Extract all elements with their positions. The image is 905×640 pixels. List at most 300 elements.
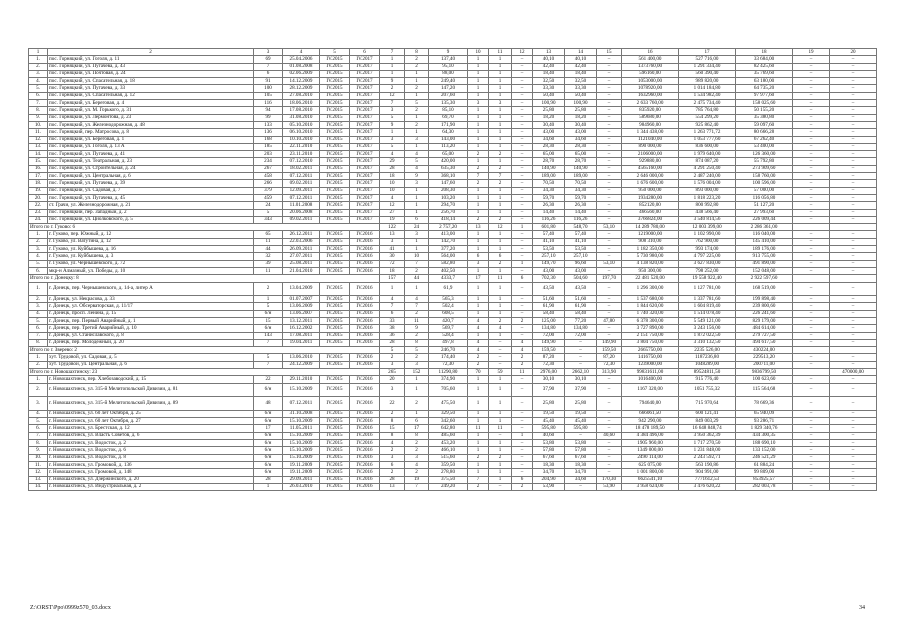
subtotal-cell: 152 (405, 369, 429, 376)
table-cell: 5. (29, 418, 48, 425)
table-cell: 915 776,40 (679, 376, 736, 383)
subtotal-cell: 4 (468, 347, 489, 354)
column-number: 10 (468, 49, 489, 56)
table-cell: – (830, 483, 877, 490)
subtotal-cell: 12 003 399,00 (679, 224, 736, 231)
table-cell: – (830, 303, 877, 310)
table-cell: – (830, 187, 877, 194)
table-cell: – (597, 63, 622, 70)
table-cell: 1 740 320,00 (622, 310, 679, 317)
table-cell: 38 (380, 325, 405, 332)
table-cell: 7 (468, 476, 489, 483)
address-cell: хут. Трудовой, ул. Центральная, д. 6 (48, 361, 254, 368)
table-cell: – (830, 165, 877, 172)
table-cell: 485,60 (429, 432, 468, 439)
table-cell: – (597, 447, 622, 454)
table-cell: IV.2016 (350, 476, 380, 483)
table-cell: IV.2016 (350, 483, 380, 490)
table-cell: 836 600,00 (679, 143, 736, 150)
table-cell: 13 (380, 483, 405, 490)
table-cell: 2 (489, 454, 512, 461)
table-cell: – (793, 114, 830, 121)
table-cell: IV.2015 (320, 216, 350, 223)
table-cell: 666061,50 (622, 410, 679, 417)
table-cell: – (793, 332, 830, 339)
table-cell: – (597, 100, 622, 107)
table-cell: 6625541,10 (622, 476, 679, 483)
table-cell: IV.2015 (320, 158, 350, 165)
table-cell: – (793, 418, 830, 425)
address-cell: г. Донецк, пер. Молодежный, д. 20 (48, 339, 254, 346)
table-cell: – (597, 194, 622, 201)
table-cell: – (597, 376, 622, 383)
table-cell: – (830, 253, 877, 260)
table-cell: 70,50 (533, 180, 565, 187)
table-cell: – (793, 432, 830, 439)
table-cell: 30,10 (533, 376, 565, 383)
table-cell: – (512, 303, 533, 310)
table-cell: 1 (489, 303, 512, 310)
table-cell: 8 (405, 432, 429, 439)
table-cell: 4 (512, 339, 533, 346)
table-cell: 589680,00 (622, 114, 679, 121)
table-cell: 100,90 (533, 100, 565, 107)
table-cell: 69,70 (429, 114, 468, 121)
table-cell: – (512, 129, 533, 136)
table-cell: 2 (489, 260, 512, 267)
table-row (29, 361, 877, 368)
address-cell: пос. Горняцкий, ул. Садовая, д. 7 (48, 187, 254, 194)
table-cell: – (793, 173, 830, 180)
table-cell: 13. (29, 143, 48, 150)
table-cell: – (597, 296, 622, 303)
table-cell: 4 (380, 151, 405, 158)
table-cell: 3 950 362,39 (679, 432, 736, 439)
table-cell: 1 231 848,00 (679, 447, 736, 454)
table-cell: IV.2016 (350, 410, 380, 417)
table-cell: 239 800,60 (736, 303, 793, 310)
table-cell: 497,8 (429, 339, 468, 346)
table-cell: 28 (380, 476, 405, 483)
table-cell: 1 (489, 121, 512, 128)
table-cell: 17 (405, 425, 429, 432)
table-cell: 1 844 620,00 (622, 303, 679, 310)
table-cell: 2 (512, 361, 533, 368)
table-cell: – (512, 296, 533, 303)
address-cell: пос. Горняцкий, ул. Лермонтова, д. 23 (48, 114, 254, 121)
table-cell: 6/н (254, 469, 283, 476)
table-cell: IV.2015 (320, 202, 350, 209)
table-row (29, 78, 877, 85)
table-cell: – (793, 325, 830, 332)
table-cell: – (793, 354, 830, 361)
table-cell: 65 940,09 (736, 410, 793, 417)
table-cell: 1 (489, 63, 512, 70)
table-cell: – (512, 180, 533, 187)
table-cell: 9. (29, 114, 48, 121)
table-cell: – (512, 238, 533, 245)
table-cell: – (793, 100, 830, 107)
table-cell: 1 (489, 209, 512, 216)
table-cell: 18 (380, 173, 405, 180)
subtotal-cell: 22 481 520,00 (622, 275, 679, 282)
table-cell: 6 (254, 70, 283, 77)
table-cell: – (512, 231, 533, 238)
table-cell: IV.2015 (320, 418, 350, 425)
table-cell: 600 121,41 (679, 410, 736, 417)
subtotal-cell (830, 347, 877, 354)
table-cell: 453,20 (429, 440, 468, 447)
table-cell: 33 (380, 317, 405, 324)
table-cell: 229513,20 (736, 354, 793, 361)
table-cell: 18,30 (533, 461, 565, 468)
table-cell: 53,10 (597, 260, 622, 267)
table-cell: IV.2015 (320, 397, 350, 411)
table-cell: – (830, 136, 877, 143)
table-cell: – (512, 187, 533, 194)
table-cell: 28 (254, 476, 283, 483)
table-cell: IV.2015 (320, 303, 350, 310)
table-cell: – (793, 454, 830, 461)
table-cell: 1 (405, 202, 429, 209)
column-number: 3 (254, 49, 283, 56)
table-cell: 3 627 830,00 (679, 260, 736, 267)
table-cell: 11. (29, 129, 48, 136)
table-cell: IV.2015 (320, 447, 350, 454)
table-row (29, 107, 877, 114)
table-cell: 8. (29, 107, 48, 114)
table-cell: 2. (29, 361, 48, 368)
table-cell: IV.2016 (350, 238, 380, 245)
table-cell: – (565, 432, 597, 439)
table-cell: 19.11.2009 (283, 469, 320, 476)
table-cell: 6. (29, 425, 48, 432)
page-number: 34 (859, 605, 865, 611)
table-cell: 7. (29, 432, 48, 439)
table-cell: IV.2017 (350, 136, 380, 143)
table-cell: IV.2017 (350, 202, 380, 209)
table-cell: 22 (380, 397, 405, 411)
table-cell: 1 514 078,40 (679, 310, 736, 317)
table-row (29, 187, 877, 194)
table-cell: 11.01.2008 (283, 202, 320, 209)
table-cell: 2 (489, 151, 512, 158)
table-cell: 278,80 (429, 469, 468, 476)
table-cell: 2 (489, 165, 512, 172)
subtotal-cell: 99831611,00 (622, 369, 679, 376)
table-cell: 1 (489, 310, 512, 317)
table-cell: 1 102 990,00 (679, 231, 736, 238)
table-cell: – (512, 63, 533, 70)
address-cell: пос. Горняцкий, ул. Театральная, д. 23 (48, 158, 254, 165)
table-cell: 5 (405, 158, 429, 165)
table-cell: – (512, 216, 533, 223)
table-cell: 379 (254, 187, 283, 194)
table-cell: 1 (468, 397, 489, 411)
table-row (29, 282, 877, 296)
table-cell: 343 (254, 216, 283, 223)
table-cell: 19,50 (533, 410, 565, 417)
table-cell: 1 (512, 432, 533, 439)
table-cell: 1 (489, 85, 512, 92)
table-cell: 67 262,40 (736, 136, 793, 143)
table-cell: – (793, 231, 830, 238)
table-cell: 13 (380, 231, 405, 238)
table-cell: 28,30 (533, 143, 565, 150)
table-cell: 78 669,36 (736, 397, 793, 411)
table-cell: 267 (254, 165, 283, 172)
column-number: 9 (429, 49, 468, 56)
table-cell: 13. (29, 476, 48, 483)
table-cell: – (793, 317, 830, 324)
table-cell: IV.2015 (320, 209, 350, 216)
table-cell: 1 (468, 209, 489, 216)
table-cell: 2490 114,00 (622, 454, 679, 461)
table-cell: 22 (254, 376, 283, 383)
table-cell: 53,80 (533, 440, 565, 447)
table-cell: 12 (380, 202, 405, 209)
table-row (29, 202, 877, 209)
table-cell: 27 993,60 (736, 209, 793, 216)
table-cell: IV.2016 (350, 317, 380, 324)
table-cell: IV.2017 (350, 158, 380, 165)
address-cell: пос. Горняцкий, ул. Железнодорожная, д. 48 (48, 121, 254, 128)
table-cell: 762 900,00 (679, 238, 736, 245)
table-cell: 1078920,00 (622, 85, 679, 92)
table-cell: – (597, 85, 622, 92)
table-cell: – (793, 202, 830, 209)
table-cell: 43,00 (533, 267, 565, 274)
table-cell: 1 (405, 238, 429, 245)
table-cell: 2 (468, 454, 489, 461)
address-cell: г. Новошахтинск, ул. Власть Советов, д. 6 (48, 432, 254, 439)
table-cell: 01.07.2007 (283, 296, 320, 303)
subtotal-row (29, 224, 877, 231)
table-cell: 4. (29, 253, 48, 260)
table-cell: 1905 960,00 (622, 440, 679, 447)
table-cell: IV.2016 (350, 397, 380, 411)
table-cell: – (597, 114, 622, 121)
table-cell: 44 (254, 246, 283, 253)
table-cell: 257,10 (533, 253, 565, 260)
table-cell: 58,40 (565, 310, 597, 317)
table-cell: 18,40 (565, 70, 597, 77)
subtotal-row (29, 275, 877, 282)
table-cell: 116,26 (533, 216, 565, 223)
table-row (29, 317, 877, 324)
table-cell: 40,60 (597, 432, 622, 439)
table-cell: 6/н (254, 325, 283, 332)
table-cell: 1 291 334,40 (679, 63, 736, 70)
table-cell: 1 (405, 209, 429, 216)
table-cell: 94 (254, 107, 283, 114)
table-cell: IV.2015 (320, 296, 350, 303)
table-cell: 554 299,20 (679, 114, 736, 121)
table-cell: 1 (380, 129, 405, 136)
table-cell: – (793, 216, 830, 223)
table-cell: 2 (512, 354, 533, 361)
table-cell: 27.08.2010 (283, 92, 320, 99)
table-cell: 1 014 184,80 (679, 85, 736, 92)
table-cell: 256,70 (429, 209, 468, 216)
table-cell: IV.2017 (350, 85, 380, 92)
table-cell: 18. (29, 180, 48, 187)
column-number: 14 (565, 49, 597, 56)
table-cell: 1 (489, 440, 512, 447)
table-cell: 2 (468, 165, 489, 172)
table-cell: 09.02.2011 (283, 216, 320, 223)
table-cell: 18,40 (533, 70, 565, 77)
column-number: 11 (489, 49, 512, 56)
table-cell: 6 378 300,00 (622, 317, 679, 324)
table-cell: 15.10.2009 (283, 440, 320, 447)
table-cell: 34,30 (565, 187, 597, 194)
table-cell: 2. (29, 63, 48, 70)
table-cell: 41 (380, 246, 405, 253)
table-cell: 61,90 (533, 303, 565, 310)
table-cell: 929880,00 (622, 158, 679, 165)
table-cell: – (597, 303, 622, 310)
table-cell: 1 (468, 158, 489, 165)
table-cell: – (793, 165, 830, 172)
table-cell: – (830, 180, 877, 187)
table-cell: 1 (489, 114, 512, 121)
table-cell: – (597, 440, 622, 447)
table-cell: 29.09.2011 (283, 476, 320, 483)
table-cell: 25.04.2006 (283, 56, 320, 63)
table-cell: 4 291 250,40 (679, 165, 736, 172)
table-cell: 3. (29, 70, 48, 77)
address-cell: хут. Трудовой, ул. Садовая, д. 5 (48, 354, 254, 361)
table-row (29, 143, 877, 150)
table-cell: 9 (405, 173, 429, 180)
table-cell: IV.2016 (350, 454, 380, 461)
table-row (29, 194, 877, 201)
table-cell: 43,00 (565, 129, 597, 136)
table-row (29, 173, 877, 180)
table-cell: – (830, 432, 877, 439)
table-cell: 50,40 (565, 92, 597, 99)
table-cell: – (793, 92, 830, 99)
table-cell: 1 (489, 187, 512, 194)
table-cell: 116 040,00 (736, 231, 793, 238)
table-cell: – (830, 129, 877, 136)
table-cell: 1 (380, 282, 405, 296)
table-cell: 3. (29, 397, 48, 411)
table-cell: 37,90 (565, 383, 597, 397)
address-cell: г. Донецк, ул. Обсерваторская, д. 11/17 (48, 303, 254, 310)
table-cell: 51 127,20 (736, 202, 793, 209)
table-cell: 2 151 750,00 (622, 332, 679, 339)
table-cell: 57,40 (565, 231, 597, 238)
address-cell: г. Новошахтинск, ул. Дзержинского, д. 20 (48, 476, 254, 483)
table-cell: 1051 755,32 (679, 383, 736, 397)
table-cell: 1. (29, 354, 48, 361)
table-cell: – (512, 85, 533, 92)
address-cell: г. Донецк, пер. Первый Аварийный, д. 1 (48, 317, 254, 324)
table-cell: 72,30 (533, 361, 565, 368)
table-cell: 560 390,40 (679, 70, 736, 77)
table-cell: – (830, 469, 877, 476)
table-cell: 1 (380, 63, 405, 70)
table-cell: 1 (468, 310, 489, 317)
table-cell: 3 310 132,50 (679, 339, 736, 346)
table-row (29, 469, 877, 476)
table-cell: 34,60 (533, 136, 565, 143)
table-cell: – (565, 483, 597, 490)
table-cell: IV.2016 (350, 231, 380, 238)
table-cell: 1373760,00 (622, 63, 679, 70)
table-cell: 1 (489, 143, 512, 150)
table-cell: IV.2017 (350, 121, 380, 128)
table-cell: 6. (29, 92, 48, 99)
table-cell: IV.2017 (350, 165, 380, 172)
table-cell: 1 (468, 63, 489, 70)
table-cell: – (512, 107, 533, 114)
table-cell: – (597, 121, 622, 128)
table-cell: IV.2015 (320, 410, 350, 417)
table-cell: 7. (29, 332, 48, 339)
address-cell: г. Новошахтинск, ул. Громовой, д. 148 (48, 469, 254, 476)
table-cell: IV.2017 (350, 143, 380, 150)
table-cell: – (830, 216, 877, 223)
table-cell: – (793, 121, 830, 128)
table-cell: 2 (468, 216, 489, 223)
table-cell: IV.2016 (350, 260, 380, 267)
subtotal-cell: 122 (380, 224, 405, 231)
table-cell: – (793, 469, 830, 476)
table-cell: – (512, 202, 533, 209)
table-cell: 4. (29, 78, 48, 85)
table-cell: – (830, 361, 877, 368)
address-cell: г. Новошахтинск, ул. Водосток, д. 2 (48, 440, 254, 447)
table-cell: 893 000,00 (679, 187, 736, 194)
address-cell: пос. Горняцкий, ул. Пугачева, д. 39 (48, 180, 254, 187)
table-row (29, 476, 877, 483)
table-cell: 904 991,00 (679, 469, 736, 476)
table-cell: 48 (254, 397, 283, 411)
table-cell: 1 (489, 296, 512, 303)
table-cell: 22.03.2006 (283, 238, 320, 245)
table-cell: 3 958 624,00 (622, 483, 679, 490)
column-number: 8 (405, 49, 429, 56)
table-cell: 226 241,60 (736, 310, 793, 317)
table-cell: 30,10 (565, 376, 597, 383)
table-cell: – (597, 56, 622, 63)
address-cell: пос. Горняцкий, ул. Строительная, д. 24 (48, 165, 254, 172)
table-cell: IV.2015 (320, 151, 350, 158)
table-cell: 19,50 (565, 410, 597, 417)
table-cell: 1167 320,00 (622, 383, 679, 397)
table-cell: 16 648 848,74 (679, 425, 736, 432)
table-cell: 1 127 781,00 (679, 282, 736, 296)
table-cell: 116 (254, 100, 283, 107)
table-cell: 5. (29, 85, 48, 92)
table-cell: 27 (380, 209, 405, 216)
table-cell: – (512, 136, 533, 143)
table-cell: 1 182 350,00 (622, 246, 679, 253)
table-cell: 65,00 (533, 151, 565, 158)
table-cell: 6 (512, 476, 533, 483)
table-cell: 1 (489, 202, 512, 209)
table-cell: 72,00 (533, 332, 565, 339)
table-cell: 20 (380, 376, 405, 383)
address-cell: г. Гуково, пер. Южный, д. 12 (48, 231, 254, 238)
column-number: 4 (283, 49, 320, 56)
table-cell: 113,20 (429, 143, 468, 150)
table-cell: – (830, 267, 877, 274)
table-row (29, 296, 877, 303)
